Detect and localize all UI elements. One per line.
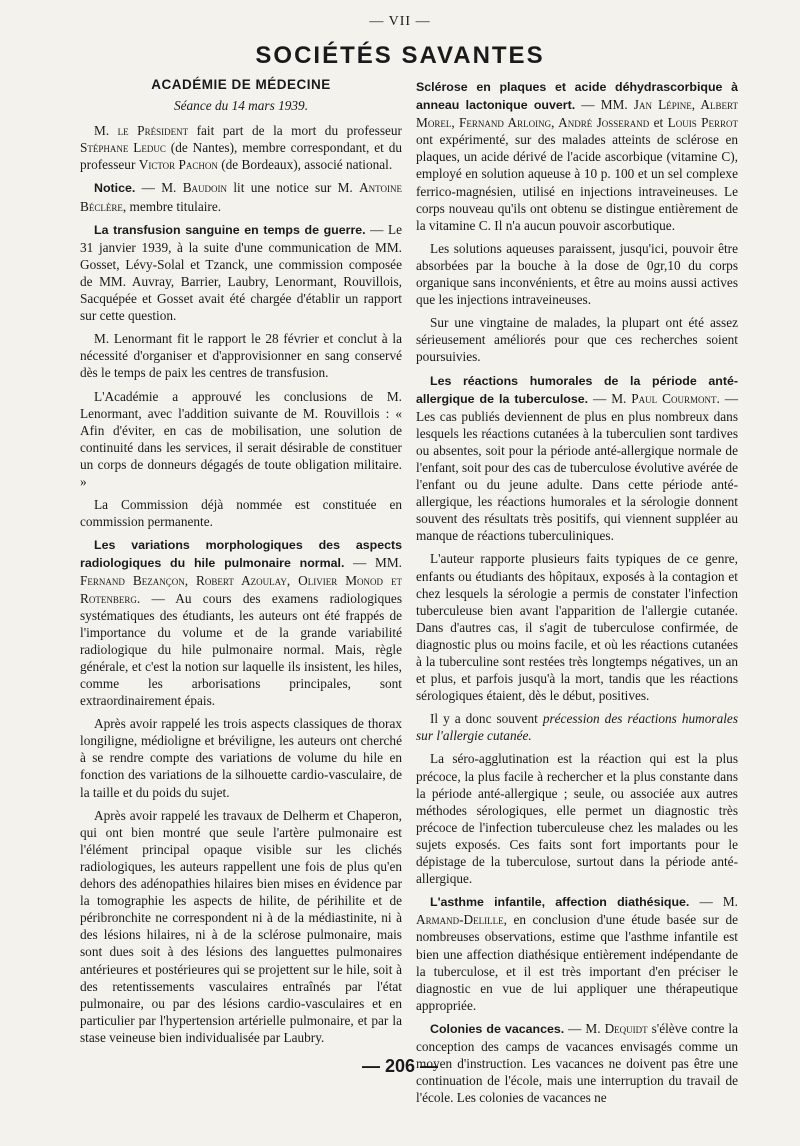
section-title: ACADÉMIE DE MÉDECINE [151,77,331,92]
paragraph-variations: Les variations morphologiques des aspects radiologiques du hile pulmonaire normal. — MM. Fernand Bezançon, Robert Azoulay, Olivier Monod et Rotenberg. — Au cours des examens radiologiques systématiques des étudiants, les auteurs ont été frappés de l'importance du volume et de la grande variabilité radiologique du hile pulmonaire normal. Mais, règle générale, et c'est la notion sur laquelle ils insistent, les hiles, comme les arborisations principales, sont extraordinairement épais. [80,538,402,709]
paragraph-colonies: Colonies de vacances. — M. Dequidt s'élève contre la conception des camps de vacances envisagés comme un moyen d'instruction. Les vacances ne doivent pas être une continuation de l'école, mais une interruption du travail de l'école. Les colonies de vacances ne [416,1020,738,1106]
paragraph-auteur: L'auteur rapporte plusieurs faits typiques de ce genre, enfants ou étudiants des hôpitaux, exposés à la contagion et chez lesquels la sérologie a permis de constater l'infection tuberculeuse bien avant l'apparition de l'allergie cutanée. Dans d'autres cas, il s'agit de tuberculose confirmée, de diagnostic plus ou moins facile, et où les réactions cutanées à la tuberculine sont restées très longtemps négatives, un an et plus, et parfois jusqu'à la mort, tandis que les réactions sérologiques étaient, dès le début, positives. [416,551,738,704]
left-column [80,76,402,1052]
page-title: SOCIÉTÉS SAVANTES [255,42,545,69]
transfusion-heading: La transfusion sanguine en temps de guerre. [94,222,366,237]
paragraph-sero-agglutination: La séro-agglutination est la réaction qui est la plus précoce, la plus facile à rechercher et la plus constante dans la période anté-allergique ; seule, ou associée aux autres méthodes sérologiques, elle permet un diagnostic très précoce de l'infection tuberculeuse chez les malades ou les sujets exposés. Ces faits sont fort importants pour le dépistage de la tuberculose, surtout dans la période anté-allergique. [416,751,738,887]
asthme-heading: L'asthme infantile, affection diathésique. [430,895,690,910]
paragraph-notice: Notice. — M. Baudoin lit une notice sur M. Antoine Béclère, membre titulaire. [80,180,402,214]
paragraph-asthme: L'asthme infantile, affection diathésique. — M. Armand-Delille, en conclusion d'une étude basée sur de nombreuses observations, estime que l'asthme infantile est bien une affection diathésique entièrement indépendante de la tuberculose, et il est très important d'en préciser le diagnostic en vue de lui appliquer une thérapeutique appropriée. [416,894,738,1013]
paragraph-vingtaine: Sur une vingtaine de malades, la plupart ont été assez sérieusement améliorés pour que ces recherches soient poursuivies. [416,315,738,365]
colonies-heading: Colonies de vacances. [430,1021,565,1036]
paragraph-transfusion: La transfusion sanguine en temps de guerre. — Le 31 janvier 1939, à la suite d'une communication de MM. Gosset, Lévy-Solal et Tzanck, une commission composée de MM. Auvray, Barrier, Laubry, Lenormant, Rouvillois, Sacquépée et Gosset avait été chargée d'établir un rapport sur cette question. [80,221,402,324]
paragraph-thorax: Après avoir rappelé les trois aspects classiques de thorax longiligne, médioligne et bréviligne, les auteurs ont cherché à se rendre compte des variations de volume du hile en fonction des variations de la silhouette cardio-vasculaire, de la taille et du poids du sujet. [80,716,402,800]
page-number: — 206 — [361,1056,439,1076]
paragraph-delherm: Après avoir rappelé les travaux de Delherm et Chaperon, qui ont bien montré que seule l'artère pulmonaire est l'élément principal opaque visible sur les clichés radiologiques, les auteurs rappellent une fois de plus qu'en dehors des adénopathies hilaires bien mises en évidence par la tomographie les aspects de hilite, de périhilite et de péribronchite ne correspondent ni à de la médiastinite, ni à des lésions hilaires, ni à de la sclérose pulmonaire, mais sont dues soit à des lésions des languettes pulmonaires antérieures et postérieures qui se projettent sur le hile, soit à des retentissements vasculaires entraînés par l'état pulmonaire, ou par des lésions cardio-vasculaires et en particulier par l'hypertension artérielle pulmonaire, et par la stase veineuse bien individualisée par Laubry. [80,807,402,1045]
paragraph-precession: Il y a donc souvent précession des réactions humorales sur l'allergie cutanée. [416,711,738,744]
paragraph-academie: L'Académie a approuvé les conclusions de M. Lenormant, avec l'addition suivante de M. Rouvillois : « Afin d'éviter, en cas de mobilisation, une solution de continuité dans les services, il serait désirable de constituer un corps de donneurs dégagés de toute obligation militaire. » [80,388,402,489]
notice-heading: Notice. [94,181,136,196]
seance-date: Séance du 14 mars 1939. [173,98,309,114]
paragraph-reactions: Les réactions humorales de la période anté-allergique de la tuberculose. — M. Paul Courmont. — Les cas publiés deviennent de plus en plus nombreux dans lesquels les réactions cutanées à la tuberculien sont tardives ou absentes, soit pour la période anté-allergique normale de l'enfant, soit pour des cas de tuberculose évolutive avérée de l'enfant ou du jeune adulte. Dans cette période anté-allergique, les réactions humorales et la sérologie donnent souvent des résultats très positifs, qui viennent suppléer au manque de réactions tuberculiniques. [416,373,739,544]
paragraph-lenormant: M. Lenormant fit le rapport le 28 février et conclut à la nécessité d'organiser et d'approvisionner en sang conservé dès le temps de paix les centres de transfusion. [80,331,402,381]
right-column [416,78,738,1112]
variations-heading: Les variations morphologiques des aspects radiologiques du hile pulmonaire normal. [80,538,402,571]
paragraph-commission: La Commission déjà nommée est constituée en commission permanente. [80,497,402,530]
sclerose-heading: Sclérose en plaques et acide déhydrascorbique à anneau lactonique ouvert. [416,80,738,113]
paragraph-president: M. le Président fait part de la mort du professeur Stéphane Leduc (de Nantes), membre correspondant, et du professeur Victor Pachon (de Bordeaux), associé national. [80,123,402,173]
paragraph-sclerose: Sclérose en plaques et acide déhydrascorbique à anneau lactonique ouvert. — MM. Jan Lépine, Albert Morel, Fernand Arloing, André Josserand et Louis Perrot ont expérimenté, sur des malades atteints de sclérose en plaques, un acide dérivé de l'acide ascorbique (vitamine C), employé en solution aqueuse à 10 p. 100 et un sel complexe ferrico-magnésien, utilisé en injections intraveineuses. Le corps nouveau qu'ils ont obtenu se distingue entièrement de la vitamine C. Il n'a aucun pouvoir ascorbutique. [416,80,738,233]
paragraph-solutions: Les solutions aqueuses paraissent, jusqu'ici, pouvoir être absorbées par la bouche à la dose de 0gr,10 du corps organique sans inconvénients, et être au moins aussi actives que les injections intraveineuses. [416,240,738,308]
reactions-heading: Les réactions humorales de la période anté-allergique de la tuberculose. [416,373,738,406]
roman-page-number: — VII — [369,14,431,29]
